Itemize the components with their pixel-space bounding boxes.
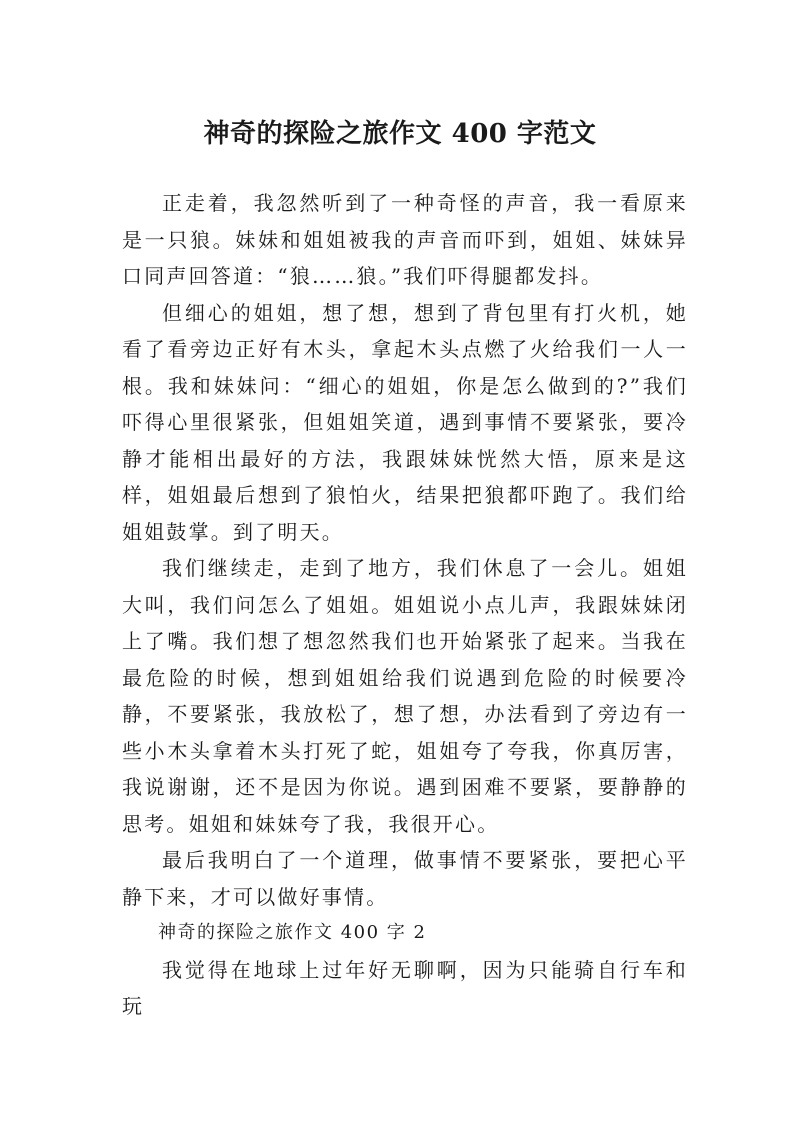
paragraph: 我觉得在地球上过年好无聊啊，因为只能骑自行车和玩 bbox=[122, 957, 688, 1018]
paragraph: 我们继续走，走到了地方，我们休息了一会儿。姐姐大叫，我们问怎么了姐姐。姐姐说小点儿声，我跟妹妹闭上了嘴。我们想了想忽然我们也开始紧张了起来。当我在最危险的时候，想到姐姐给我们说遇到危险的时候要冷静，不要紧张，我放松了，想了想，办法看到了旁边有一些小木头拿着木头打死了蛇，姐姐夸了夸我，你真厉害，我说谢谢，还不是因为你说。遇到困难不要紧，要静静的思考。姐姐和妹妹夸了我，我很开心。 bbox=[122, 556, 688, 836]
paragraph: 最后我明白了一个道理，做事情不要紧张，要把心平静下来，才可以做好事情。 bbox=[122, 848, 688, 909]
paragraph: 正走着，我忽然听到了一种奇怪的声音，我一看原来是一只狼。妹妹和姐姐被我的声音而吓到，姐姐、妹妹异口同声回答道：“狼……狼。”我们吓得腿都发抖。 bbox=[122, 191, 688, 288]
document-title: 神奇的探险之旅作文 400 字范文 bbox=[203, 119, 597, 150]
document-body bbox=[122, 185, 688, 1025]
section-subtitle: 神奇的探险之旅作文 400 字 2 bbox=[158, 922, 427, 943]
paragraph: 但细心的姐姐，想了想，想到了背包里有打火机，她看了看旁边正好有木头，拿起木头点燃了火给我们一人一根。我和妹妹问：“细心的姐姐，你是怎么做到的?”我们吓得心里很紧张，但姐姐笑道，遇到事情不要紧张，要冷静才能相出最好的方法，我跟妹妹恍然大悟，原来是这样，姐姐最后想到了狼怕火，结果把狼都吓跑了。我们给姐姐鼓掌。到了明天。 bbox=[122, 300, 688, 544]
